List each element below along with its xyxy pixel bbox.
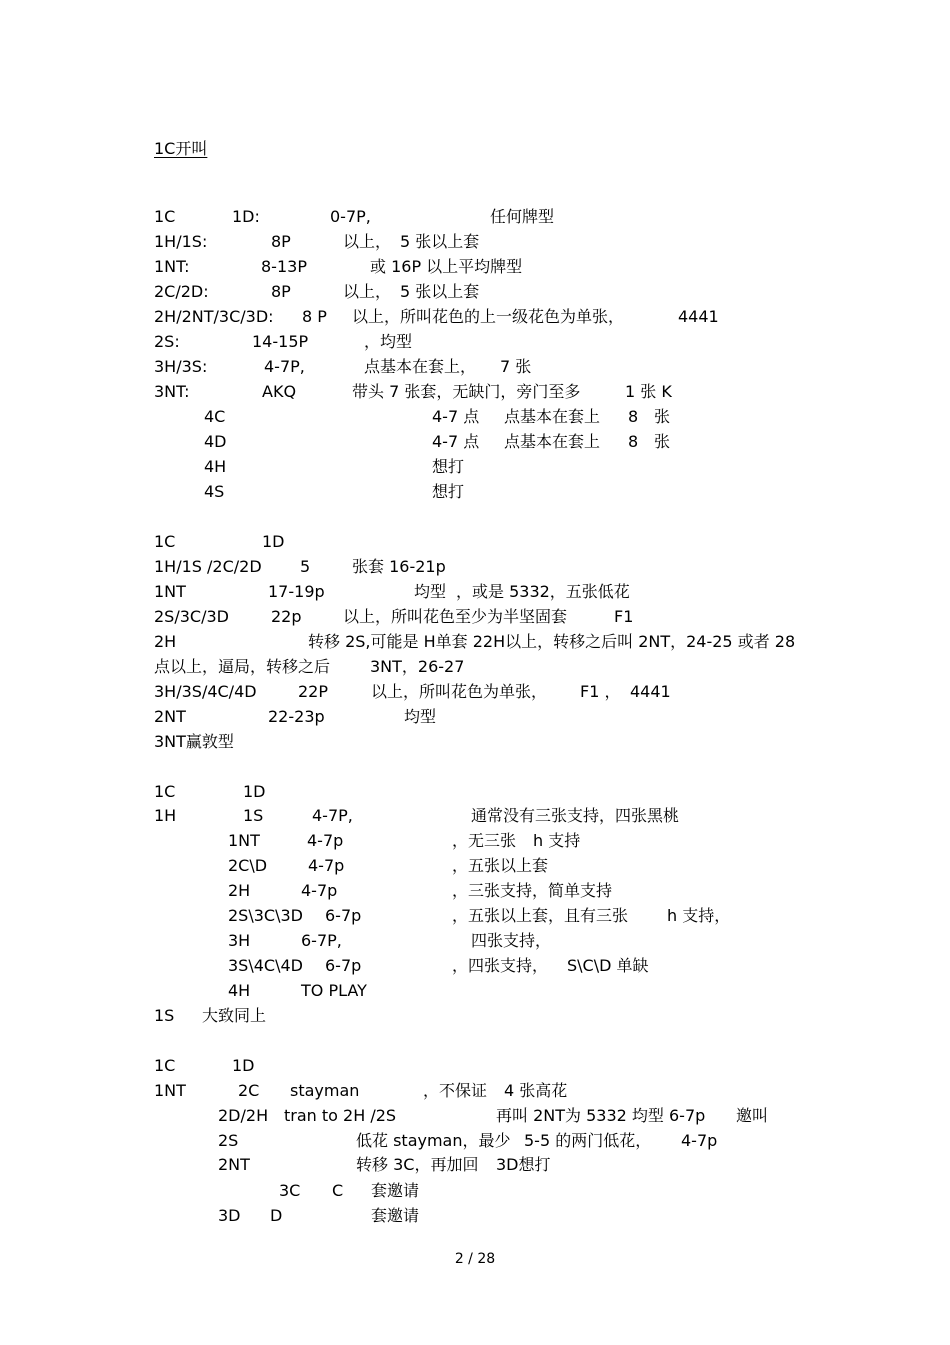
line-segment: 2S/3C/3D	[154, 607, 229, 626]
line-segment: 1C	[154, 782, 176, 801]
line-segment: 低花 stayman，最少	[356, 1131, 511, 1150]
line-segment: 4 张高花	[504, 1081, 568, 1100]
line-segment: 3C	[279, 1181, 301, 1200]
line-segment: 5	[300, 557, 311, 576]
line-segment: 四张支持，	[471, 931, 552, 950]
line-segment: 8P	[271, 232, 291, 251]
line-segment: 1S	[154, 1006, 175, 1025]
page-heading: 1C开叫	[154, 139, 208, 158]
line-segment: 套邀请	[371, 1181, 420, 1200]
line-segment: F1	[614, 607, 634, 626]
line-segment: 1D	[243, 782, 266, 801]
line-segment: 22p	[271, 607, 302, 626]
line-segment: 2H	[154, 632, 177, 651]
line-segment: 17-19p	[268, 582, 325, 601]
line-segment: 邀叫	[736, 1106, 769, 1125]
line-segment: 22-23p	[268, 707, 325, 726]
line-segment: 1C	[154, 207, 176, 226]
line-segment: 3D	[218, 1206, 241, 1225]
line-segment: 1D	[262, 532, 285, 551]
line-segment: 张套 16-21p	[352, 557, 446, 576]
line-segment: 4441	[630, 682, 671, 701]
line-segment: TO PLAY	[301, 981, 367, 1000]
line-segment: 均型	[414, 582, 447, 601]
line-segment: stayman	[290, 1081, 360, 1100]
line-segment: 1H	[154, 806, 177, 825]
line-segment: ，三张支持，简单支持	[452, 881, 613, 900]
line-segment: 大致同上	[202, 1006, 267, 1025]
line-segment: 套邀请	[371, 1206, 420, 1225]
line-segment: 2D/2H	[218, 1106, 269, 1125]
line-segment: 6-7P,	[301, 931, 342, 950]
line-segment: 1NT:	[154, 257, 190, 276]
line-segment: 想打	[432, 457, 465, 476]
line-segment: 2S:	[154, 332, 180, 351]
line-segment: F1 ，	[580, 682, 621, 701]
line-segment: 张	[654, 407, 671, 426]
line-segment: 2S	[218, 1131, 239, 1150]
line-segment: 2H/2NT/3C/3D:	[154, 307, 274, 326]
line-segment: 3H	[228, 931, 251, 950]
line-segment: 5 张以上套	[400, 232, 480, 251]
line-segment: S\C\D 单缺	[567, 956, 649, 975]
line-segment: ，四张支持，	[452, 956, 549, 975]
line-segment: 5-5 的两门低花，	[524, 1131, 652, 1150]
line-segment: 或 16P 以上平均牌型	[370, 257, 523, 276]
line-segment: 以上，	[343, 232, 392, 251]
line-segment: 2C/2D:	[154, 282, 209, 301]
line-segment: 4H	[204, 457, 227, 476]
line-segment: 张	[654, 432, 671, 451]
line-segment: 5 张以上套	[400, 282, 480, 301]
line-segment: h 支持，	[667, 906, 731, 925]
line-segment: 4-7P,	[312, 806, 353, 825]
line-segment: ，五张以上套，且有三张	[452, 906, 629, 925]
line-segment: 4-7p	[308, 856, 345, 875]
line-segment: 8P	[271, 282, 291, 301]
line-segment: 4H	[228, 981, 251, 1000]
line-segment: 4441	[678, 307, 719, 326]
line-segment: 8	[628, 407, 639, 426]
line-segment: 4-7P,	[264, 357, 305, 376]
line-segment: 再叫 2NT为 5332 均型 6-7p	[496, 1106, 706, 1125]
line-segment: h 支持	[533, 831, 581, 850]
line-segment: 1NT	[228, 831, 260, 850]
line-segment: 均型	[404, 707, 437, 726]
line-segment: 3H/3S/4C/4D	[154, 682, 257, 701]
line-segment: 3H/3S:	[154, 357, 208, 376]
page-number: 2 / 28	[454, 1251, 496, 1267]
line-segment: 14-15P	[252, 332, 309, 351]
line-segment: 以上，	[343, 282, 392, 301]
line-segment: 4D	[204, 432, 227, 451]
line-segment: 1C	[154, 532, 176, 551]
line-segment: 0-7P,	[330, 207, 371, 226]
line-segment: 3S\4C\4D	[228, 956, 303, 975]
line-segment: 4-7p	[301, 881, 338, 900]
line-segment: 7 张	[500, 357, 532, 376]
line-segment: 2NT	[218, 1155, 250, 1174]
line-segment: 1NT	[154, 582, 186, 601]
line-segment: ，不保证	[423, 1081, 488, 1100]
line-segment: 1C	[154, 1056, 176, 1075]
line-segment: 以上，所叫花色的上一级花色为单张，	[352, 307, 625, 326]
line-segment: 通常没有三张支持，四张黑桃	[471, 806, 680, 825]
line-segment: 3NT，26-27	[370, 657, 465, 676]
line-segment: 6-7p	[325, 906, 362, 925]
line-segment: 2NT	[154, 707, 186, 726]
line-segment: 4-7p	[681, 1131, 718, 1150]
line-segment: 1D:	[232, 207, 260, 226]
line-segment: AKQ	[262, 382, 297, 401]
line-segment: 转移 2S,可能是 H单套 22H以上，转移之后叫 2NT，24-25 或者 28	[308, 632, 796, 651]
line-segment: 8	[628, 432, 639, 451]
line-segment: 4-7p	[307, 831, 344, 850]
line-segment: 2S\3C\3D	[228, 906, 303, 925]
line-segment: ，均型	[364, 332, 413, 351]
line-segment: 转移 3C，再加回	[356, 1155, 479, 1174]
line-segment: 6-7p	[325, 956, 362, 975]
line-segment: 22P	[298, 682, 329, 701]
line-segment: 8 P	[302, 307, 327, 326]
line-segment: 点基本在套上	[504, 407, 601, 426]
line-segment: 1H/1S /2C/2D	[154, 557, 262, 576]
line-segment: 1S	[243, 806, 264, 825]
line-segment: 点基本在套上	[504, 432, 601, 451]
line-segment: 4C	[204, 407, 226, 426]
line-segment: 3NT:	[154, 382, 190, 401]
line-segment: 8-13P	[261, 257, 307, 276]
line-segment: tran to 2H /2S	[284, 1106, 397, 1125]
line-segment: 2C\D	[228, 856, 268, 875]
line-segment: ，五张以上套	[452, 856, 549, 875]
line-segment: 1 张 K	[625, 382, 672, 401]
line-segment: 4S	[204, 482, 225, 501]
line-segment: 点以上，逼局，转移之后	[154, 657, 331, 676]
line-segment: 带头 7 张套，无缺门，旁门至多	[352, 382, 581, 401]
line-segment: 2C	[238, 1081, 260, 1100]
line-segment: 想打	[432, 482, 465, 501]
line-segment: ，或是 5332，五张低花	[456, 582, 630, 601]
line-segment: D	[270, 1206, 283, 1225]
line-segment: ，无三张	[452, 831, 517, 850]
line-segment: 以上，所叫花色至少为半坚固套	[343, 607, 568, 626]
line-segment: 3NT赢敦型	[154, 732, 234, 751]
line-segment: 1D	[232, 1056, 255, 1075]
line-segment: 4-7 点	[432, 407, 480, 426]
line-segment: 4-7 点	[432, 432, 480, 451]
line-segment: C	[332, 1181, 344, 1200]
line-segment: 1NT	[154, 1081, 186, 1100]
line-segment: 任何牌型	[490, 207, 555, 226]
line-segment: 3D想打	[496, 1155, 551, 1174]
line-segment: 点基本在套上，	[364, 357, 477, 376]
line-segment: 2H	[228, 881, 251, 900]
line-segment: 以上，所叫花色为单张，	[371, 682, 548, 701]
line-segment: 1H/1S:	[154, 232, 208, 251]
